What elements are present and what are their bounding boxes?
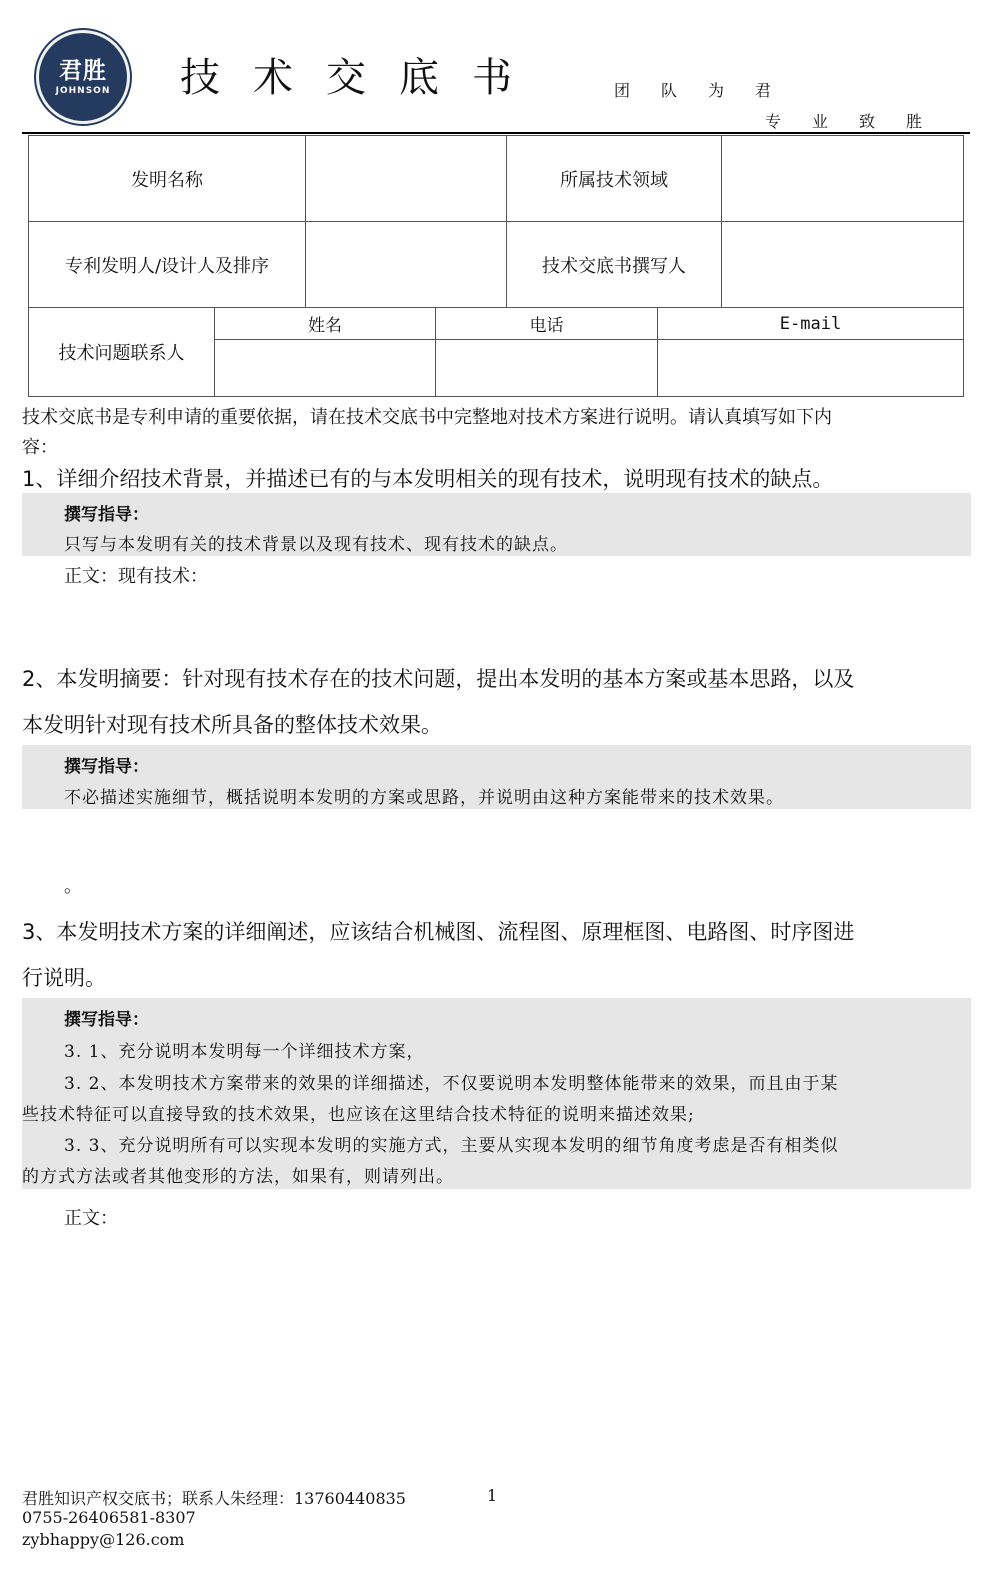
- writer-field[interactable]: [721, 221, 964, 308]
- section-2-guide-title: 撰写指导：: [64, 757, 149, 777]
- logo-english-text: JOHNSON: [55, 85, 111, 96]
- section-1-guide-title: 撰写指导：: [64, 505, 149, 525]
- section-3-heading-line-2: 行说明。: [22, 966, 106, 990]
- section-3-body-label: 正文：: [64, 1208, 118, 1229]
- section-3-guide-line-5: 的方式方法或者其他变形的方法，如果有，则请列出。: [22, 1167, 454, 1187]
- tech-field-label: 所属技术领域: [506, 135, 722, 222]
- footer-contact-line: 君胜知识产权交底书；联系人朱经理：13760440835: [22, 1489, 406, 1508]
- header-divider: [22, 132, 970, 134]
- contact-name-field[interactable]: [214, 339, 436, 397]
- company-logo: [36, 30, 130, 124]
- section-3-guide-title: 撰写指导：: [64, 1010, 149, 1030]
- intro-line-1: 技术交底书是专利申请的重要依据，请在技术交底书中完整地对技术方案进行说明。请认真填写如下内: [22, 407, 832, 428]
- contact-email-header: E-mail: [657, 307, 964, 340]
- info-form-table: [28, 135, 964, 397]
- page-number: 1: [487, 1486, 498, 1505]
- section-3-heading-line-1: 3、本发明技术方案的详细阐述，应该结合机械图、流程图、原理框图、电路图、时序图进: [22, 920, 855, 944]
- invention-name-field[interactable]: [305, 135, 507, 222]
- contact-phone-field[interactable]: [435, 339, 658, 397]
- contact-phone-header: 电话: [435, 307, 658, 340]
- logo-chinese-text: 君胜: [59, 57, 107, 84]
- section-1-heading: 1、详细介绍技术背景，并描述已有的与本发明相关的现有技术，说明现有技术的缺点。: [22, 467, 834, 491]
- intro-line-2: 容：: [22, 437, 58, 458]
- section-2-heading-line-2: 本发明针对现有技术所具备的整体技术效果。: [22, 713, 442, 737]
- section-2-guide-text: 不必描述实施细节，概括说明本发明的方案或思路，并说明由这种方案能带来的技术效果。: [64, 788, 784, 808]
- section-3-guide-line-3: 些技术特征可以直接导致的技术效果，也应该在这里结合技术特征的说明来描述效果;: [22, 1105, 695, 1125]
- slogan-line-1: 团队为君: [614, 81, 803, 100]
- contact-name-header: 姓名: [214, 307, 436, 340]
- contact-label: 技术问题联系人: [28, 307, 215, 397]
- invention-name-label: 发明名称: [28, 135, 306, 222]
- section-3-guide-line-4: 3. 3、充分说明所有可以实现本发明的实施方式，主要从实现本发明的细节角度考虑是否有相类似: [64, 1136, 839, 1156]
- inventors-label: 专利发明人/设计人及排序: [28, 221, 306, 308]
- section-3-guide-line-2: 3. 2、本发明技术方案带来的效果的详细描述，不仅要说明本发明整体能带来的效果，而且由于某: [64, 1074, 839, 1094]
- section-2-body-text: 。: [64, 876, 82, 897]
- document-title: 技术交底书: [180, 55, 545, 101]
- footer-email: zybhappy@126.com: [22, 1530, 185, 1549]
- section-1-body-label: 正文：现有技术：: [64, 566, 208, 587]
- footer-phone: 0755-26406581-8307: [22, 1508, 196, 1527]
- writer-label: 技术交底书撰写人: [506, 221, 722, 308]
- tech-field-field[interactable]: [721, 135, 964, 222]
- slogan-line-2: 专业致胜: [765, 112, 954, 131]
- section-1-guide-text: 只写与本发明有关的技术背景以及现有技术、现有技术的缺点。: [64, 535, 568, 555]
- contact-email-field[interactable]: [657, 339, 964, 397]
- section-3-guide-line-1: 3. 1、充分说明本发明每一个详细技术方案，: [64, 1042, 425, 1062]
- section-2-heading-line-1: 2、本发明摘要：针对现有技术存在的技术问题，提出本发明的基本方案或基本思路，以及: [22, 667, 855, 691]
- inventors-field[interactable]: [305, 221, 507, 308]
